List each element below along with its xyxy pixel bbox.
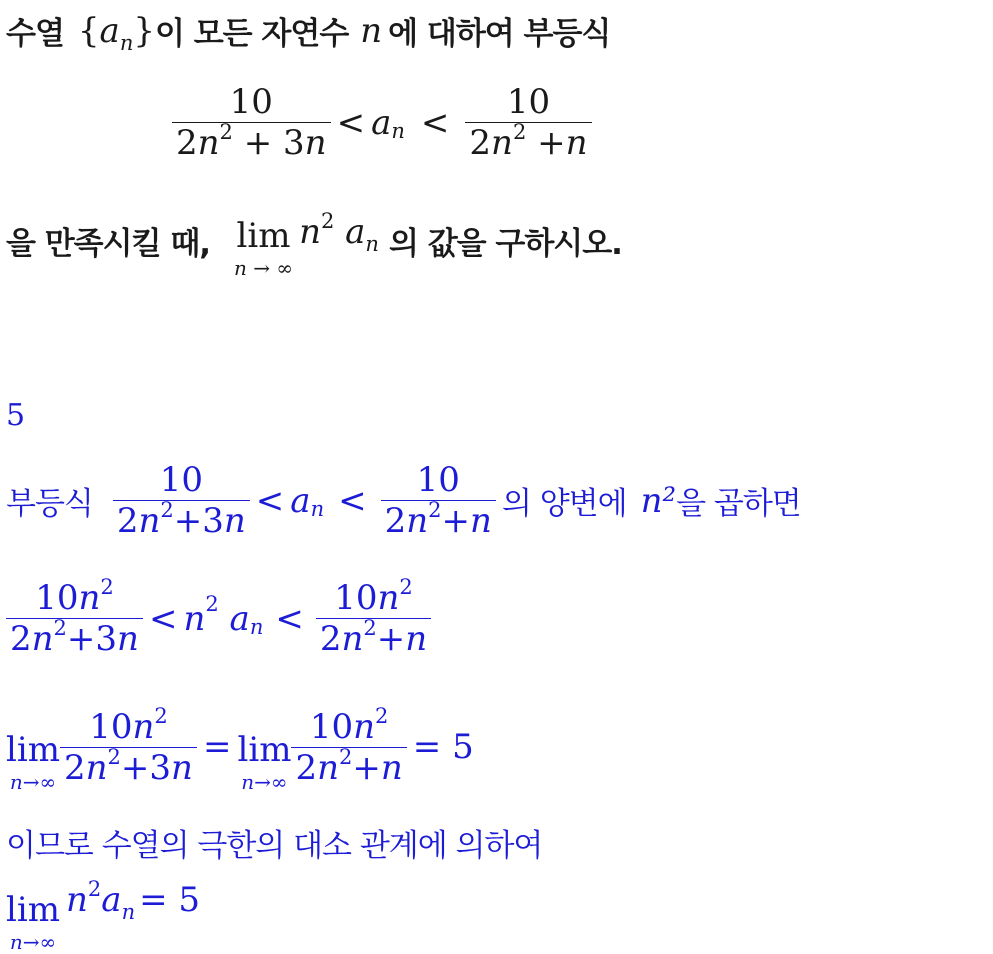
solution-step-3: lim n→∞ 10 n 2 2 n 2 +3 n = lim n→∞ 10 n 2 2 n 2 + n = 5 (6, 703, 474, 794)
natural-n: n (360, 10, 383, 51)
step3-limit-1: lim n→∞ (6, 730, 60, 794)
step1-right-fraction: 10 2 n 2 + n (381, 460, 496, 541)
problem-line-3: 을 만족시킬 때, lim n → ∞ n2 an 의 값을 구하시오. (6, 209, 622, 280)
solution-final: lim n→∞ n2an = 5 (6, 877, 201, 954)
problem-text-seq-label: 수열 (6, 16, 64, 52)
limit-operator: lim n → ∞ (234, 216, 294, 280)
step3-fraction-1: 10 n 2 2 n 2 +3 n (60, 707, 197, 788)
solution-step-1: 부등식 10 2 n 2 +3 n < a n < 10 2 n 2 + n 의 양변에 n² 을 곱하면 (6, 460, 801, 541)
problem-text-post: 에 대하여 부등식 (388, 16, 611, 52)
problem-text-satisfy: 을 만족시킬 때, (6, 226, 211, 262)
problem-inequality: 10 2 n 2 + 3 n < a n < 10 2 n 2 + n (172, 82, 592, 163)
step2-left-fraction: 10 n 2 2 n 2 +3 n (6, 578, 143, 659)
problem-text-ask: 의 값을 구하시오. (388, 226, 622, 262)
solution-step-2: 10 n 2 2 n 2 +3 n < n 2 a n < 10 n 2 2 n 2 + n (6, 578, 431, 659)
right-fraction: 10 2 n 2 + n (465, 82, 591, 163)
sequence-notation: $\{a_n\}$ (77, 10, 155, 55)
step3-fraction-2: 10 n 2 2 n 2 + n (291, 707, 406, 788)
step3-limit-2: lim n→∞ (237, 730, 292, 794)
answer-value: 5 (6, 398, 26, 433)
step2-right-fraction: 10 n 2 2 n 2 + n (316, 578, 431, 659)
problem-line-1 (6, 8, 610, 53)
solution-step-4: 이므로 수열의 극한의 대소 관계에 의하여 (6, 828, 543, 864)
problem-text-mid: 이 모든 자연수 (155, 16, 349, 52)
left-fraction: 10 2 n 2 + 3 n (172, 82, 331, 163)
final-limit: lim n→∞ (6, 890, 60, 954)
step1-left-fraction: 10 2 n 2 +3 n (113, 460, 250, 541)
